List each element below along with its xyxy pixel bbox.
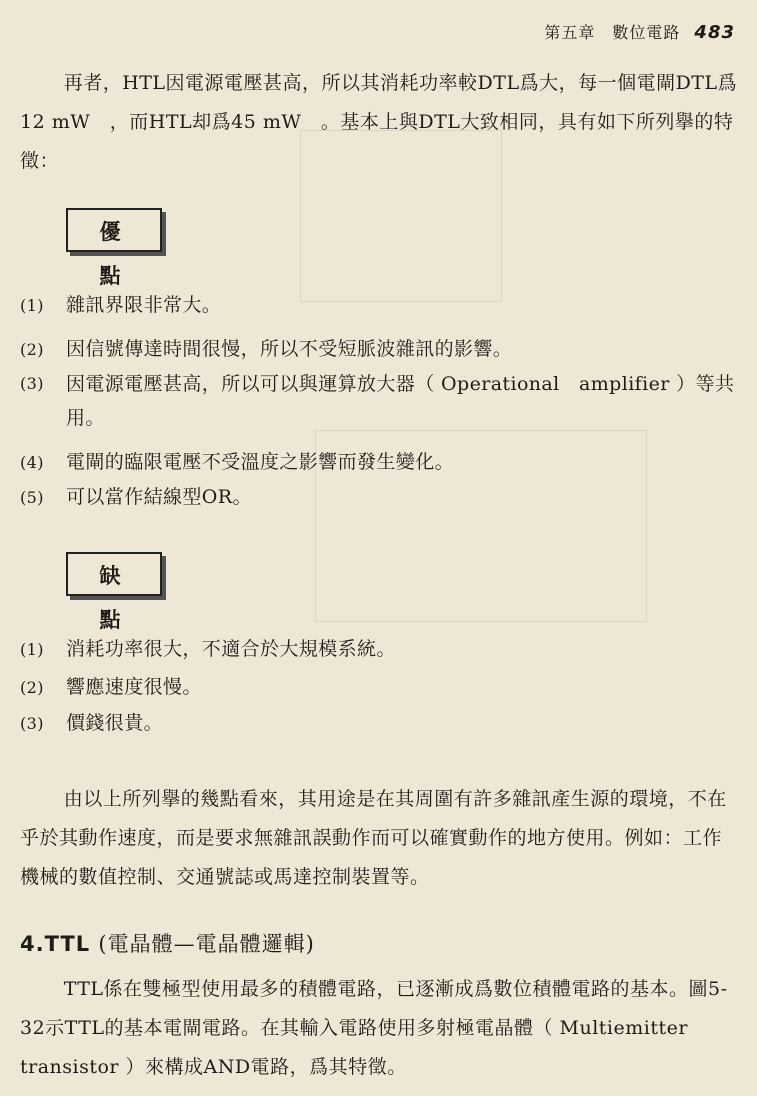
- item-number: (1): [20, 640, 44, 659]
- item-number: (3): [20, 374, 44, 393]
- page-number: 483: [694, 22, 735, 43]
- item-number: (5): [20, 488, 44, 507]
- item-text: 消耗功率很大，不適合於大規模系統。: [66, 638, 396, 660]
- page-header: [544, 20, 735, 43]
- item-text: 電閘的臨限電壓不受溫度之影響而發生變化。: [66, 451, 455, 473]
- item-text: 可以當作結線型OR。: [66, 486, 252, 508]
- disadvantage-item-1: [20, 632, 750, 667]
- item-text: 雜訊界限非常大。: [66, 294, 222, 316]
- item-text: 因電源電壓甚高，所以可以與運算放大器（ Operational amplifier ）等共用。: [66, 373, 735, 429]
- item-number: (1): [20, 296, 44, 315]
- advantages-heading: 優 點: [66, 208, 162, 252]
- chapter-title: 第五章 數位電路: [544, 23, 681, 42]
- summary-paragraph: 由以上所列擧的幾點看來，其用途是在其周圍有許多雜訊產生源的環境，不在乎於其動作速度，而是要求無雜訊誤動作而可以確實動作的地方使用。例如：工作機械的數值控制、交通號誌或馬達控制裝置等。: [20, 788, 727, 888]
- advantage-item-1: [20, 288, 750, 323]
- item-text: 價錢很貴。: [66, 712, 164, 734]
- item-number: (3): [20, 714, 44, 733]
- intro-paragraph: 再者，HTL因電源電壓甚高，所以其消耗功率較DTL爲大，每一個電閘DTL爲12 mW ，而HTL却爲45 mW 。基本上與DTL大致相同，具有如下所列擧的特徵：: [20, 72, 738, 172]
- disadvantage-item-2: [20, 670, 750, 705]
- disadvantage-item-3: [20, 706, 750, 741]
- advantage-item-5: [20, 480, 750, 515]
- section-subtitle: (電晶體—電晶體邏輯): [98, 932, 315, 956]
- item-text: 響應速度很慢。: [66, 676, 202, 698]
- item-text: 因信號傳達時間很慢，所以不受短脈波雜訊的影響。: [66, 338, 513, 360]
- section-body-paragraph: TTL係在雙極型使用最多的積體電路，已逐漸成爲數位積體電路的基本。圖5-32示TTL的基本電閘電路。在其輸入電路使用多射極電晶體（ Multiemitter transistor ）來構成AND電路，爲其特徵。: [20, 978, 728, 1078]
- section-title: 4.TTL: [20, 932, 91, 956]
- item-number: (4): [20, 453, 44, 472]
- advantage-item-3: [20, 367, 750, 435]
- disadvantages-heading: 缺 點: [66, 552, 162, 596]
- item-number: (2): [20, 340, 44, 359]
- advantage-item-4: [20, 445, 750, 480]
- section-heading: [20, 928, 315, 958]
- advantage-item-2: [20, 332, 750, 367]
- item-number: (2): [20, 678, 44, 697]
